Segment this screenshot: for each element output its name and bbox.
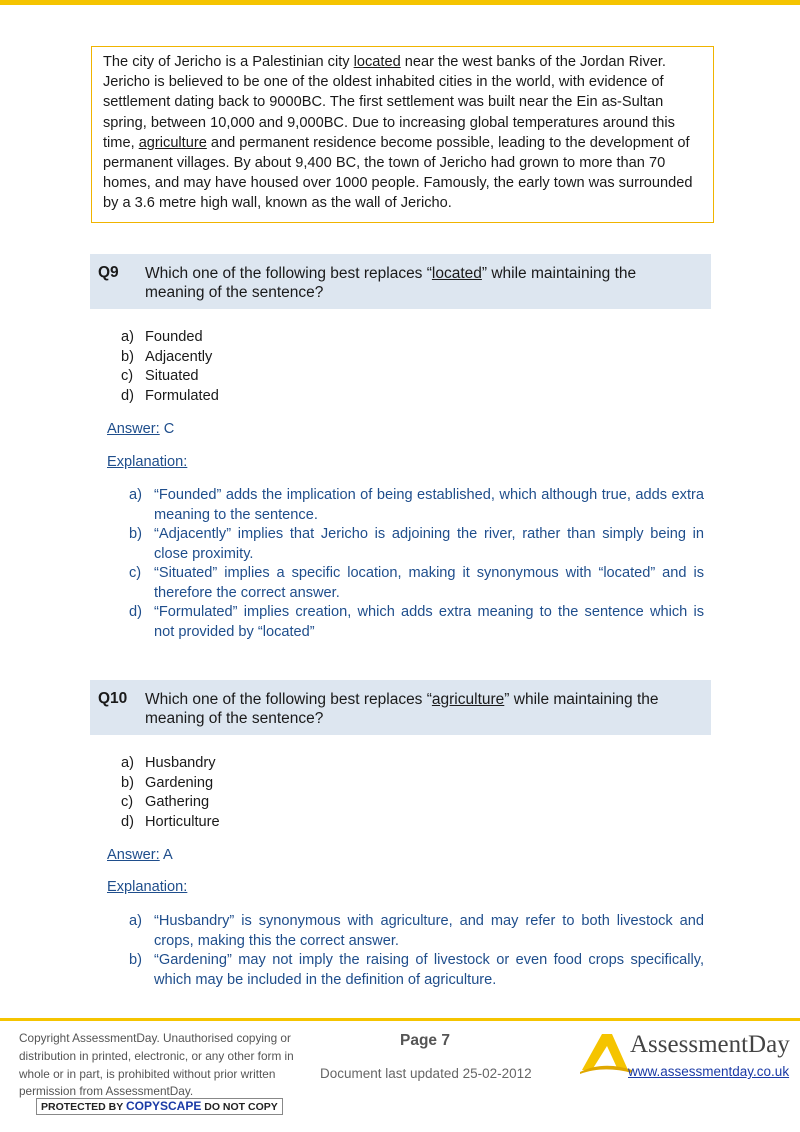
question-9-number: Q9	[98, 264, 119, 281]
option-label: b)	[121, 348, 134, 365]
explanation-item	[129, 486, 704, 525]
copyscape-badge[interactable]	[36, 1098, 283, 1115]
question-10-number: Q10	[98, 690, 128, 707]
option-label: d)	[121, 814, 134, 831]
copyscape-post: DO NOT COPY	[201, 1101, 278, 1113]
explanation-label: b)	[129, 952, 142, 968]
question-10-box	[90, 680, 711, 735]
question-10-text	[145, 690, 685, 728]
passage-text-1: The city of Jericho is a Palestinian city	[103, 54, 354, 70]
explanation-label: a)	[129, 487, 142, 503]
question-9-word: located	[431, 265, 482, 282]
question-9-answer	[107, 421, 174, 437]
explanation-label: c)	[129, 565, 142, 581]
question-9-explanation-label: Explanation:	[107, 454, 188, 470]
last-updated: Document last updated 25-02-2012	[320, 1066, 532, 1081]
question-10-option	[121, 774, 220, 794]
explanation-item	[129, 951, 704, 990]
copyscape-brand: COPYSCAPE	[125, 1099, 202, 1113]
passage-text-3: and permanent residence become possible, leading to the development of permanent villages. By about 9,400 BC, the town of Jericho had grown to more than 70 homes, and may have housed over 1000 people. Famously, the early town was surrounded by a 3.6 metre high wall, known as the wall of Jericho.	[103, 134, 693, 212]
explanation-item	[129, 525, 704, 564]
option-label: c)	[121, 794, 134, 811]
answer-value: C	[159, 421, 175, 437]
footer-accent-line	[0, 1018, 800, 1021]
answer-label: Answer:	[107, 847, 160, 863]
question-10-answer	[107, 847, 173, 863]
option-text: Horticulture	[145, 814, 220, 831]
question-10-option	[121, 793, 220, 813]
explanation-label: b)	[129, 526, 142, 542]
option-text: Gardening	[145, 774, 214, 791]
question-10-option	[121, 813, 220, 833]
question-10-text-before: Which one of the following best replaces “	[145, 691, 432, 708]
question-9-explanations	[129, 486, 704, 642]
option-text: Adjacently	[145, 348, 213, 365]
explanation-label: d)	[129, 604, 142, 620]
top-accent-bar	[0, 0, 800, 5]
question-9-text	[145, 264, 685, 302]
question-9-option	[121, 348, 219, 368]
website-link[interactable]: www.assessmentday.co.uk	[628, 1064, 790, 1079]
explanation-text: “Adjacently” implies that Jericho is adjoining the river, rather than simply being in close proximity.	[154, 526, 704, 562]
assessmentday-logo-icon	[578, 1030, 633, 1074]
logo-wordmark: AssessmentDay	[630, 1031, 790, 1058]
page-number: Page 7	[400, 1032, 450, 1049]
copyright-notice: Copyright AssessmentDay. Unauthorised copying or distribution in printed, electronic, or any other form in whole or in part, is prohibited without prior written permission from AssessmentDay.	[19, 1031, 294, 1099]
explanation-item	[129, 912, 704, 951]
question-10-option	[121, 754, 220, 774]
option-text: Founded	[145, 329, 203, 345]
passage-text-2: near the west banks of the Jordan River. Jericho is believed to be one of the oldest inhabited cities in the world, with evidence of settlement dating back to 9000BC. The first settlement was built near the Ein as-Sultan spring, between 10,000 and 9,000BC. Due to increasing global temperatures around this time,	[103, 54, 675, 151]
question-10-text-after: ” while maintaining the meaning of the sentence?	[145, 691, 659, 727]
reading-passage	[91, 46, 714, 223]
copyscape-pre: PROTECTED BY	[41, 1101, 126, 1113]
option-label: a)	[121, 329, 134, 345]
option-label: d)	[121, 388, 134, 405]
option-label: b)	[121, 774, 134, 791]
question-9-options	[121, 328, 219, 407]
question-9-text-before: Which one of the following best replaces “	[145, 265, 432, 282]
explanation-text: “Founded” adds the implication of being established, which although true, adds extra meaning to the sentence.	[154, 487, 704, 523]
question-10-explanations	[129, 912, 704, 990]
question-9-option	[121, 367, 219, 387]
explanation-label: a)	[129, 913, 142, 929]
question-10-options	[121, 754, 220, 833]
question-9-option	[121, 328, 219, 348]
explanation-item	[129, 564, 704, 603]
question-9-box	[90, 254, 711, 309]
option-text: Formulated	[145, 388, 219, 405]
question-10-explanation-label: Explanation:	[107, 879, 188, 895]
option-text: Situated	[145, 368, 199, 385]
explanation-text: “Situated” implies a specific location, making it synonymous with “located” and is therefore the correct answer.	[154, 565, 704, 601]
question-10-word: agriculture	[431, 691, 505, 708]
answer-value: A	[159, 847, 173, 863]
explanation-text: “Gardening” may not imply the raising of livestock or even food crops specifically, which may be included in the definition of agriculture.	[154, 952, 704, 988]
passage-underlined-located: located	[353, 54, 401, 70]
option-label: c)	[121, 368, 134, 385]
explanation-item	[129, 603, 704, 642]
question-9-text-after: ” while maintaining the meaning of the sentence?	[145, 265, 637, 301]
option-label: a)	[121, 755, 134, 771]
answer-label: Answer:	[107, 421, 160, 437]
explanation-text: “Formulated” implies creation, which adds extra meaning to the sentence which is not provided by “located”	[154, 604, 704, 640]
passage-underlined-agriculture: agriculture	[138, 134, 207, 151]
option-text: Husbandry	[145, 755, 216, 771]
question-9-option	[121, 387, 219, 407]
explanation-text: “Husbandry” is synonymous with agriculture, and may refer to both livestock and crops, making this the correct answer.	[154, 913, 704, 949]
option-text: Gathering	[145, 794, 210, 811]
